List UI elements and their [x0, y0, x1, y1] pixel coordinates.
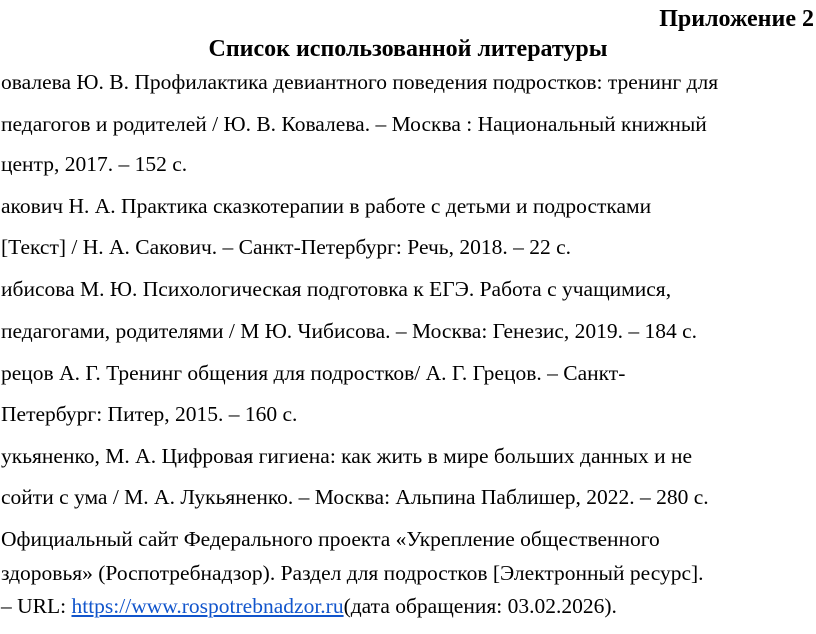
reference-line: Официальный сайт Федерального проекта «Укрепление общественного	[1, 527, 660, 551]
url-prefix: – URL:	[1, 594, 72, 618]
reference-line: [Текст] / Н. А. Сакович. – Санкт-Петербург: Речь, 2018. – 22 с.	[1, 235, 572, 259]
reference-line: сойти с ума / М. А. Лукьяненко. – Москва: Альпина Паблишер, 2022. – 280 с.	[1, 485, 709, 509]
appendix-label: Приложение 2	[659, 6, 814, 32]
reference-line: Петербург: Питер, 2015. – 160 с.	[1, 402, 298, 426]
rospotrebnadzor-link[interactable]: https://www.rospotrebnadzor.ru	[71, 594, 344, 618]
reference-line: педагогов и родителей / Ю. В. Ковалева. – Москва : Национальный книжный	[1, 112, 707, 136]
reference-line: овалева Ю. В. Профилактика девиантного поведения подростков: тренинг для	[1, 70, 719, 94]
reference-line: здоровья» (Роспотребнадзор). Раздел для подростков [Электронный ресурс].	[1, 561, 704, 585]
page-title: Список использованной литературы	[208, 36, 608, 62]
reference-line: центр, 2017. – 152 с.	[1, 152, 188, 176]
reference-line-url	[1, 593, 617, 619]
reference-line: акович Н. А. Практика сказкотерапии в работе с детьми и подростками	[1, 194, 652, 218]
reference-line: рецов А. Г. Тренинг общения для подростков/ А. Г. Грецов. – Санкт-	[1, 361, 626, 385]
reference-line: педагогами, родителями / М Ю. Чибисова. – Москва: Генезис, 2019. – 184 с.	[1, 319, 698, 343]
reference-line: ибисова М. Ю. Психологическая подготовка к ЕГЭ. Работа с учащимися,	[1, 277, 672, 301]
reference-line: укьяненко, М. А. Цифровая гигиена: как жить в мире больших данных и не	[1, 444, 693, 468]
access-date: (дата обращения: 03.02.2026).	[343, 594, 617, 618]
